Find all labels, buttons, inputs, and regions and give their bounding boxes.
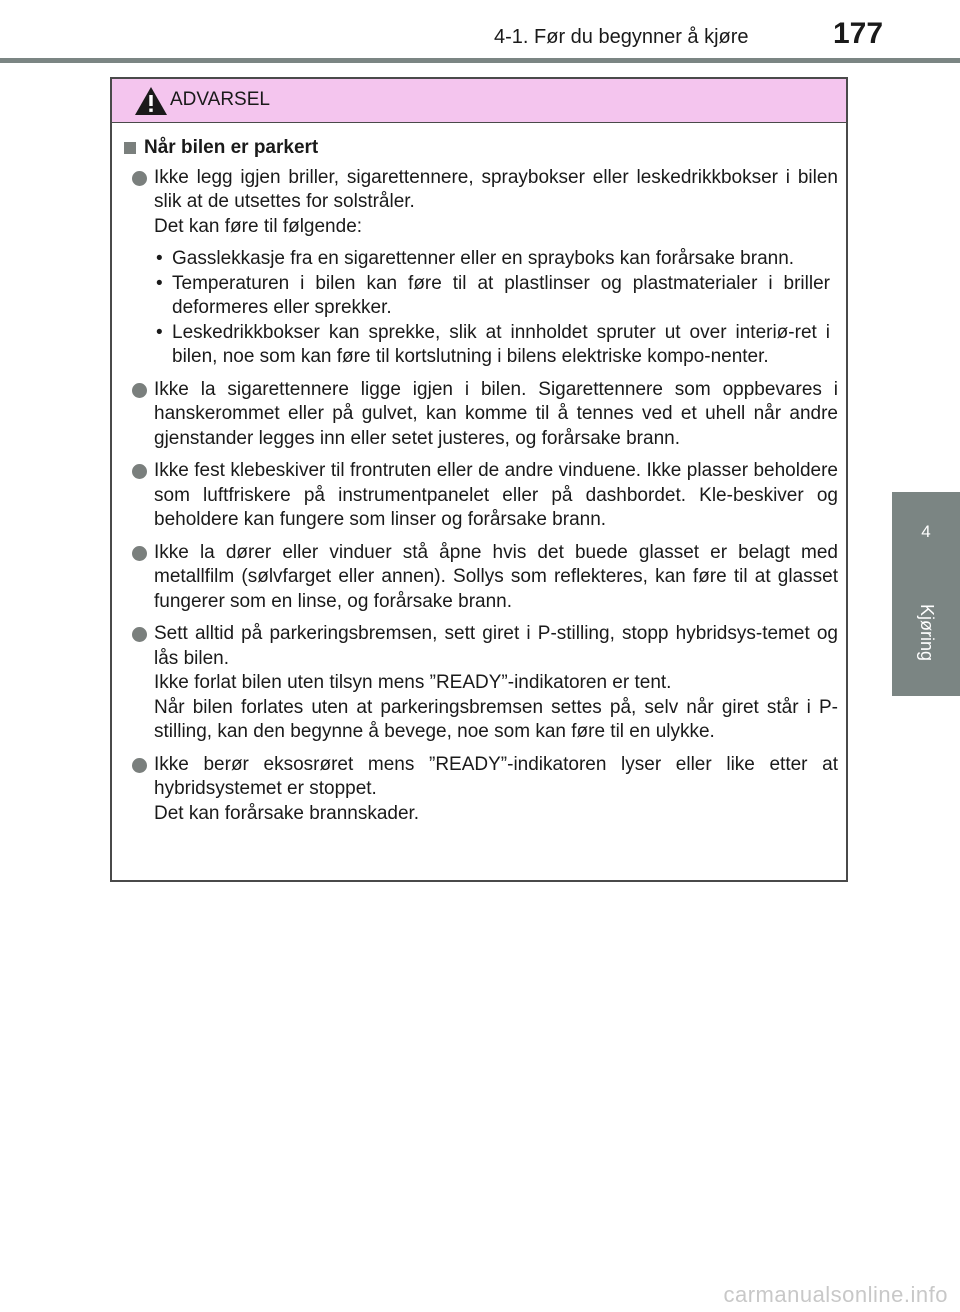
- warning-item-text: Ikke legg igjen briller, sigarettennere, spraybokser eller leskedrikkbokser i bilen slik at de utsettes for solstråler.: [154, 166, 838, 212]
- warning-item-text: Det kan forårsake brannskader.: [154, 802, 420, 824]
- bullet-dot-icon: [132, 383, 147, 398]
- warning-item-3: [122, 459, 838, 533]
- section-heading-text: Når bilen er parkert: [144, 137, 319, 158]
- consequence-item: • Leskedrikkbokser kan sprekke, slik at innholdet spruter ut over interiø-ret i bilen, noe som kan føre til kortslutning i bilens elektriske kompo-nenter.: [154, 321, 838, 370]
- warning-item-2: [122, 378, 838, 452]
- warning-item-text: Ikke fest klebeskiver til frontruten eller de andre vinduene. Ikke plasser beholdere som luftfriskere på instrumentpanelet eller på dashbordet. Kle-beskiver og beholdere kan fungere som linser og forårsake brann.: [154, 460, 838, 530]
- consequence-list: [154, 247, 838, 370]
- chapter-number: 4: [921, 522, 931, 541]
- warning-body: [112, 122, 846, 834]
- consequence-item: • Temperaturen i bilen kan føre til at plastlinser og plastmaterialer i briller deformeres eller sprekker.: [154, 272, 838, 321]
- warning-item-1: [122, 166, 838, 370]
- warning-header: [112, 79, 846, 123]
- header-section-title: 4-1. Før du begynner å kjøre: [494, 26, 749, 48]
- warning-item-text: Sett alltid på parkeringsbremsen, sett giret i P-stilling, stopp hybridsys-temet og lås bilen.: [154, 623, 838, 669]
- bullet-dot-icon: [132, 627, 147, 642]
- chapter-label: Kjøring: [917, 604, 937, 662]
- page-number: 177: [833, 17, 884, 50]
- warning-item-text: Ikke berør eksosrøret mens ”READY”-indikatoren lyser eller like etter at hybridsystemet er stoppet.: [154, 753, 838, 799]
- bullet-dot-icon: [132, 171, 147, 186]
- consequence-item: • Gasslekkasje fra en sigarettenner eller en sprayboks kan forårsake brann.: [154, 247, 838, 272]
- header-rule: [0, 58, 960, 63]
- square-bullet-icon: [124, 142, 136, 154]
- warning-title: ADVARSEL: [170, 89, 270, 110]
- warning-item-6: [122, 753, 838, 827]
- warning-item-5: [122, 622, 838, 745]
- section-heading: [122, 136, 838, 161]
- warning-triangle-icon: [134, 86, 168, 116]
- warning-item-text: Ikke forlat bilen uten tilsyn mens ”READY”-indikatoren er tent.: [154, 672, 672, 693]
- warning-item-text: Det kan føre til følgende:: [154, 215, 363, 237]
- bullet-dot-icon: [132, 758, 147, 773]
- bullet-dot-icon: [132, 546, 147, 561]
- warning-item-text: Ikke la dører eller vinduer stå åpne hvis det buede glasset er belagt med metallfilm (sølvfarget eller annen). Sollys som reflekteres, kan føre til at glasset fungerer som en linse, og forårsake brann.: [154, 541, 838, 612]
- warning-item-text: Når bilen forlates uten at parkeringsbremsen settes på, selv når giret står i P-stilling, kan den begynne å bevege, noe som kan føre til en ulykke.: [154, 696, 838, 742]
- bullet-dot-icon: [132, 464, 147, 479]
- warning-item-text: Ikke la sigarettennere ligge igjen i bilen. Sigarettennere som oppbevares i hanskerommet eller på gulvet, kan komme til å tennes ved et uhell når andre gjenstander legges inn eller setet justeres, og forårsake brann.: [154, 378, 838, 449]
- chapter-side-tab: [892, 492, 960, 696]
- watermark: carmanualsonline.info: [723, 1282, 948, 1307]
- warning-box: [110, 77, 848, 882]
- warning-item-4: [122, 541, 838, 615]
